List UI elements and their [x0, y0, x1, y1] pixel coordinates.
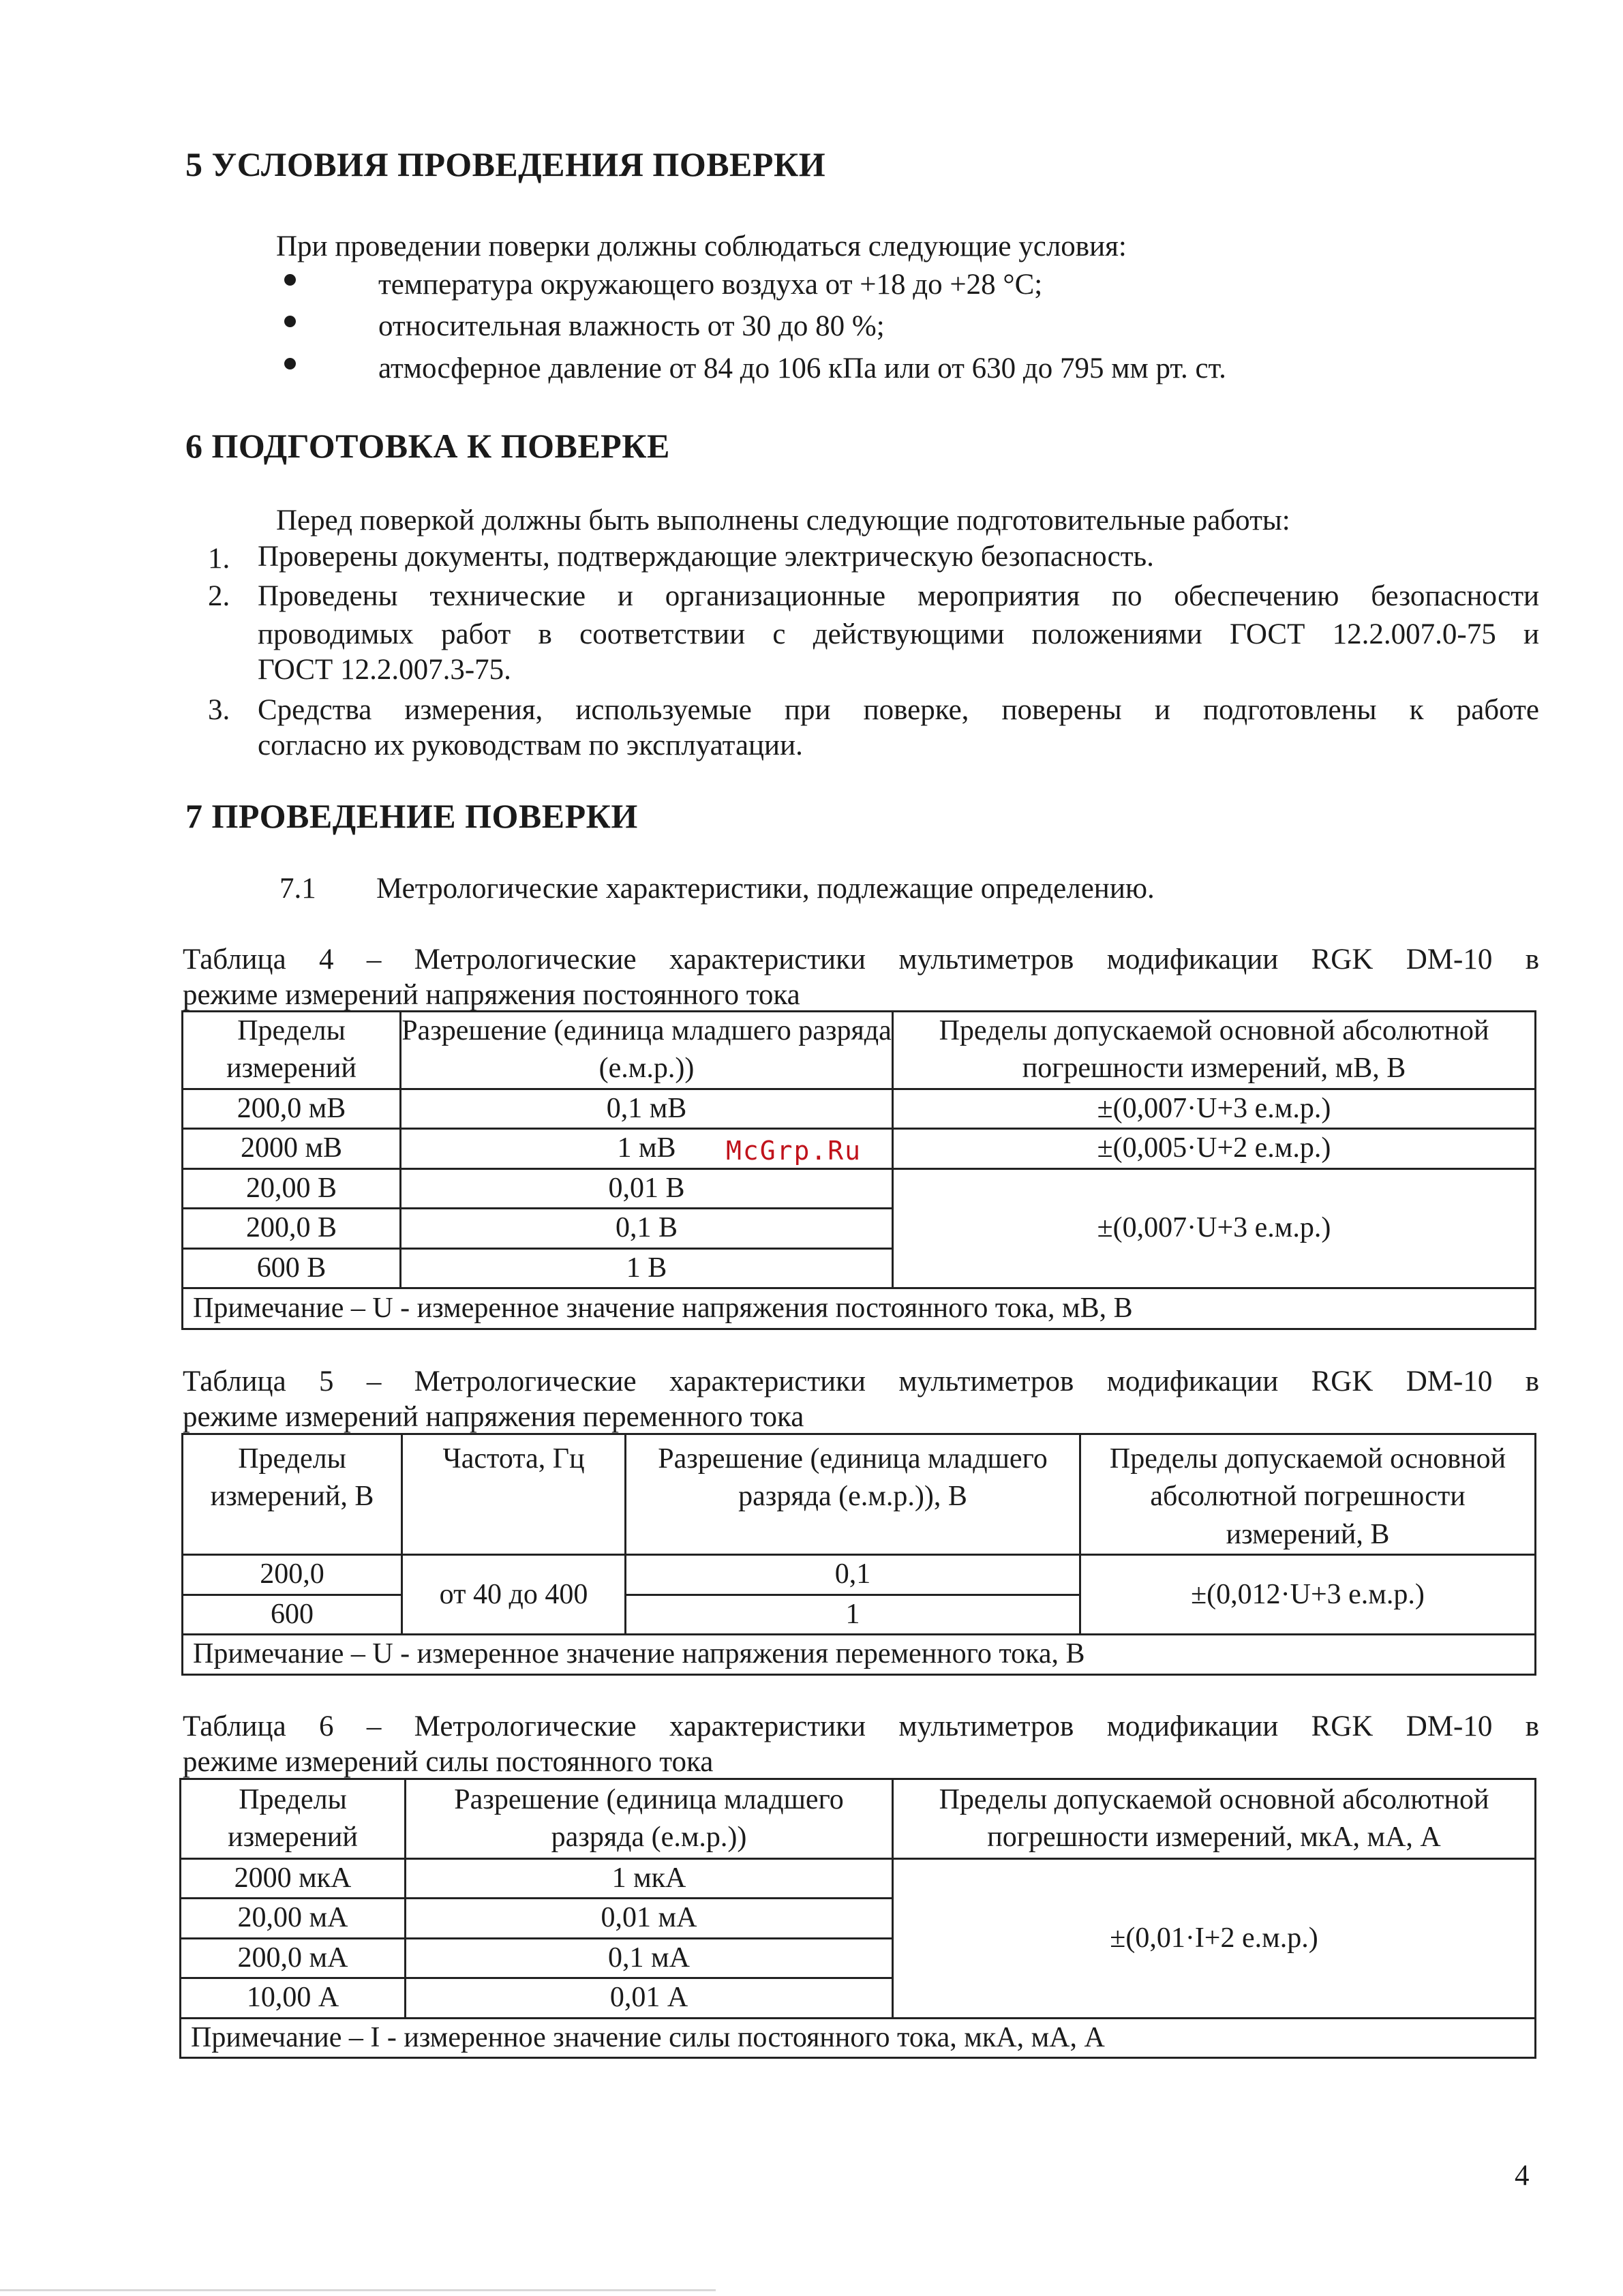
section-5-intro: При проведении поверки должны соблюдаться следующие условия:: [276, 230, 1127, 262]
prep-item-2-line-3: ГОСТ 12.2.007.3-75.: [258, 654, 511, 686]
table-header: Пределы измерений, В: [183, 1434, 402, 1555]
table-6-caption-line-2: режиме измерений силы постоянного тока: [183, 1746, 714, 1778]
list-number: 1.: [208, 543, 230, 575]
table-cell: 0,1: [626, 1555, 1080, 1595]
condition-pressure: атмосферное давление от 84 до 106 кПа или от 630 до 795 мм рт. ст.: [378, 352, 1226, 384]
table-4-caption-line-2: режиме измерений напряжения постоянного тока: [183, 979, 800, 1011]
table-cell: 2000 мВ: [183, 1129, 401, 1168]
table-header: Пределы допускаемой основной абсолютной погрешности измерений, В: [1080, 1434, 1536, 1555]
table-header: Разрешение (единица младшего разряда (е.м.р.)), В: [626, 1434, 1080, 1555]
bullet-icon: [284, 358, 296, 369]
list-number: 2.: [208, 580, 230, 612]
table-note: Примечание – U - измеренное значение напряжения переменного тока, В: [183, 1635, 1536, 1674]
table-4: [181, 1010, 1536, 1330]
table-cell: 1 мкА: [406, 1859, 893, 1899]
table-header: Разрешение (единица младшего разряда (е.м.р.)): [401, 1012, 893, 1089]
table-cell: 0,01 В: [401, 1168, 893, 1208]
table-note: Примечание – U - измеренное значение напряжения постоянного тока, мВ, В: [183, 1288, 1536, 1329]
section-6-title: 6 ПОДГОТОВКА К ПОВЕРКЕ: [185, 427, 670, 465]
scan-edge-line: [0, 2289, 716, 2291]
table-cell: 200,0 В: [183, 1209, 401, 1248]
prep-item-3-line-2: согласно их руководствам по эксплуатации.: [258, 729, 803, 761]
bullet-icon: [284, 316, 296, 327]
bullet-icon: [284, 274, 296, 286]
table-cell: 1 В: [401, 1248, 893, 1288]
table-cell: ±(0,007·U+3 е.м.р.): [893, 1168, 1536, 1288]
table-cell: 200,0 мА: [181, 1938, 406, 1978]
table-cell: 0,1 мВ: [401, 1089, 893, 1128]
table-cell: ±(0,005·U+2 е.м.р.): [893, 1129, 1536, 1168]
table-header: Пределы измерений: [181, 1779, 406, 1859]
table-6-caption-line-1: Таблица 6 – Метрологические характеристики мультиметров модификации RGK DM-10 в: [183, 1710, 1539, 1742]
condition-humidity: относительная влажность от 30 до 80 %;: [378, 310, 885, 342]
prep-item-3-line-1: Средства измерения, используемые при поверке, поверены и подготовлены к работе: [258, 694, 1539, 726]
table-5-caption-line-1: Таблица 5 – Метрологические характеристики мультиметров модификации RGK DM-10 в: [183, 1365, 1539, 1398]
table-cell: 1: [626, 1595, 1080, 1634]
table-header: Пределы допускаемой основной абсолютной погрешности измерений, мВ, В: [893, 1012, 1536, 1089]
table-header: Частота, Гц: [402, 1434, 626, 1555]
table-4-caption-line-1: Таблица 4 – Метрологические характеристики мультиметров модификации RGK DM-10 в: [183, 943, 1539, 976]
table-cell: 0,01 мА: [406, 1899, 893, 1938]
prep-item-1: Проверены документы, подтверждающие электрическую безопасность.: [258, 541, 1154, 573]
table-cell: ±(0,01·I+2 е.м.р.): [893, 1859, 1536, 2019]
list-number: 3.: [208, 694, 230, 726]
prep-item-2-line-2: проводимых работ в соответствии с действующими положениями ГОСТ 12.2.007.0-75 и: [258, 618, 1539, 650]
table-cell: 0,1 мА: [406, 1938, 893, 1978]
table-cell: 2000 мкА: [181, 1859, 406, 1899]
prep-item-2-line-1: Проведены технические и организационные мероприятия по обеспечению безопасности: [258, 580, 1539, 612]
table-header: Пределы измерений: [183, 1012, 401, 1089]
table-cell: ±(0,012·U+3 е.м.р.): [1080, 1555, 1536, 1635]
section-7-title: 7 ПРОВЕДЕНИЕ ПОВЕРКИ: [185, 797, 638, 835]
table-cell: 20,00 мА: [181, 1899, 406, 1938]
condition-temperature: температура окружающего воздуха от +18 до +28 °С;: [378, 269, 1043, 301]
table-cell-text: 1 мВ: [617, 1132, 676, 1164]
table-cell: 0,1 В: [401, 1209, 893, 1248]
watermark: McGrp.Ru: [726, 1136, 862, 1166]
table-note: Примечание – I - измеренное значение силы постоянного тока, мкА, мА, А: [181, 2018, 1536, 2057]
table-6: [179, 1778, 1536, 2059]
table-5-caption-line-2: режиме измерений напряжения переменного тока: [183, 1401, 804, 1433]
table-header: Пределы допускаемой основной абсолютной погрешности измерений, мкА, мА, А: [893, 1779, 1536, 1859]
page-number: 4: [1515, 2160, 1530, 2192]
table-cell: ±(0,007·U+3 е.м.р.): [893, 1089, 1536, 1128]
table-header: Разрешение (единица младшего разряда (е.м.р.)): [406, 1779, 893, 1859]
section-6-intro: Перед поверкой должны быть выполнены следующие подготовительные работы:: [276, 504, 1290, 537]
table-cell: [401, 1129, 893, 1168]
table-cell: 600 В: [183, 1248, 401, 1288]
section-5-title: 5 УСЛОВИЯ ПРОВЕДЕНИЯ ПОВЕРКИ: [185, 145, 826, 183]
table-5: [181, 1433, 1536, 1676]
subsection-number: 7.1: [279, 873, 316, 905]
table-cell: 600: [183, 1595, 402, 1634]
table-cell: от 40 до 400: [402, 1555, 626, 1635]
table-cell: 200,0 мВ: [183, 1089, 401, 1128]
table-cell: 20,00 В: [183, 1168, 401, 1208]
table-cell: 10,00 А: [181, 1978, 406, 2018]
subsection-text: Метрологические характеристики, подлежащие определению.: [376, 873, 1155, 905]
table-cell: 200,0: [183, 1555, 402, 1595]
table-cell: 0,01 А: [406, 1978, 893, 2018]
